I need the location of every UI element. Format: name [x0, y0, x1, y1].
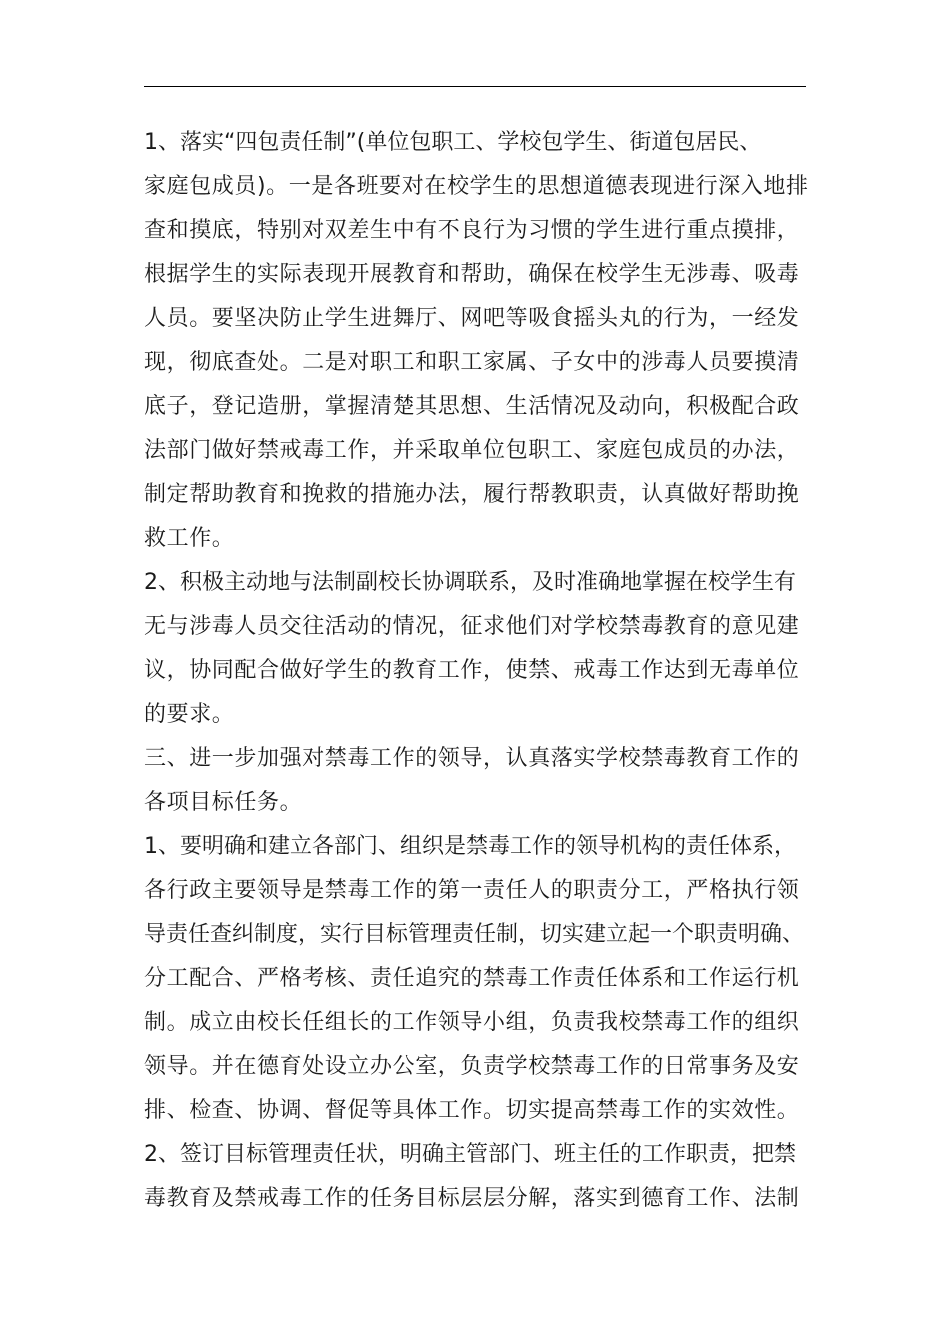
- document-body: [144, 121, 808, 1221]
- text-line: 2、积极主动地与法制副校长协调联系，及时准确地掌握在校学生有: [144, 570, 796, 595]
- text-line: 各行政主要领导是禁毒工作的第一责任人的职责分工，严格执行领: [144, 878, 800, 903]
- text-line: 的要求。: [144, 702, 235, 727]
- text-line: 各项目标任务。: [144, 790, 303, 815]
- header-rule: [144, 86, 806, 87]
- text-line: 毒教育及禁戒毒工作的任务目标层层分解，落实到德育工作、法制: [144, 1186, 800, 1211]
- text-line: 人员。要坚决防止学生进舞厅、网吧等吸食摇头丸的行为，一经发: [144, 306, 800, 331]
- text-line: 家庭包成员)。一是各班要对在校学生的思想道德表现进行深入地排: [144, 174, 809, 199]
- text-line: 现，彻底查处。二是对职工和职工家属、子女中的涉毒人员要摸清: [144, 350, 800, 375]
- text-line: 议，协同配合做好学生的教育工作，使禁、戒毒工作达到无毒单位: [144, 658, 800, 683]
- text-line: 1、要明确和建立各部门、组织是禁毒工作的领导机构的责任体系，: [144, 834, 796, 859]
- text-line: 制。成立由校长任组长的工作领导小组，负责我校禁毒工作的组织: [144, 1010, 800, 1035]
- text-line: 2、签订目标管理责任状，明确主管部门、班主任的工作职责，把禁: [144, 1142, 796, 1167]
- text-line: 导责任查纠制度，实行目标管理责任制，切实建立起一个职责明确、: [144, 922, 805, 947]
- text-line: 领导。并在德育处设立办公室，负责学校禁毒工作的日常事务及安: [144, 1054, 800, 1079]
- text-line: 1、落实“四包责任制”(单位包职工、学校包学生、街道包居民、: [144, 130, 762, 155]
- text-line: 底子，登记造册，掌握清楚其思想、生活情况及动向，积极配合政: [144, 394, 800, 419]
- text-line: 查和摸底，特别对双差生中有不良行为习惯的学生进行重点摸排，: [144, 218, 800, 243]
- text-line: 无与涉毒人员交往活动的情况，征求他们对学校禁毒教育的意见建: [144, 614, 800, 639]
- text-line: 制定帮助教育和挽救的措施办法，履行帮教职责，认真做好帮助挽: [144, 482, 800, 507]
- text-line: 救工作。: [144, 526, 235, 551]
- text-line: 分工配合、严格考核、责任追究的禁毒工作责任体系和工作运行机: [144, 966, 800, 991]
- text-line: 排、检查、协调、督促等具体工作。切实提高禁毒工作的实效性。: [144, 1098, 800, 1123]
- text-line: 法部门做好禁戒毒工作，并采取单位包职工、家庭包成员的办法，: [144, 438, 800, 463]
- text-line: 三、进一步加强对禁毒工作的领导，认真落实学校禁毒教育工作的: [144, 746, 800, 771]
- text-line: 根据学生的实际表现开展教育和帮助，确保在校学生无涉毒、吸毒: [144, 262, 800, 287]
